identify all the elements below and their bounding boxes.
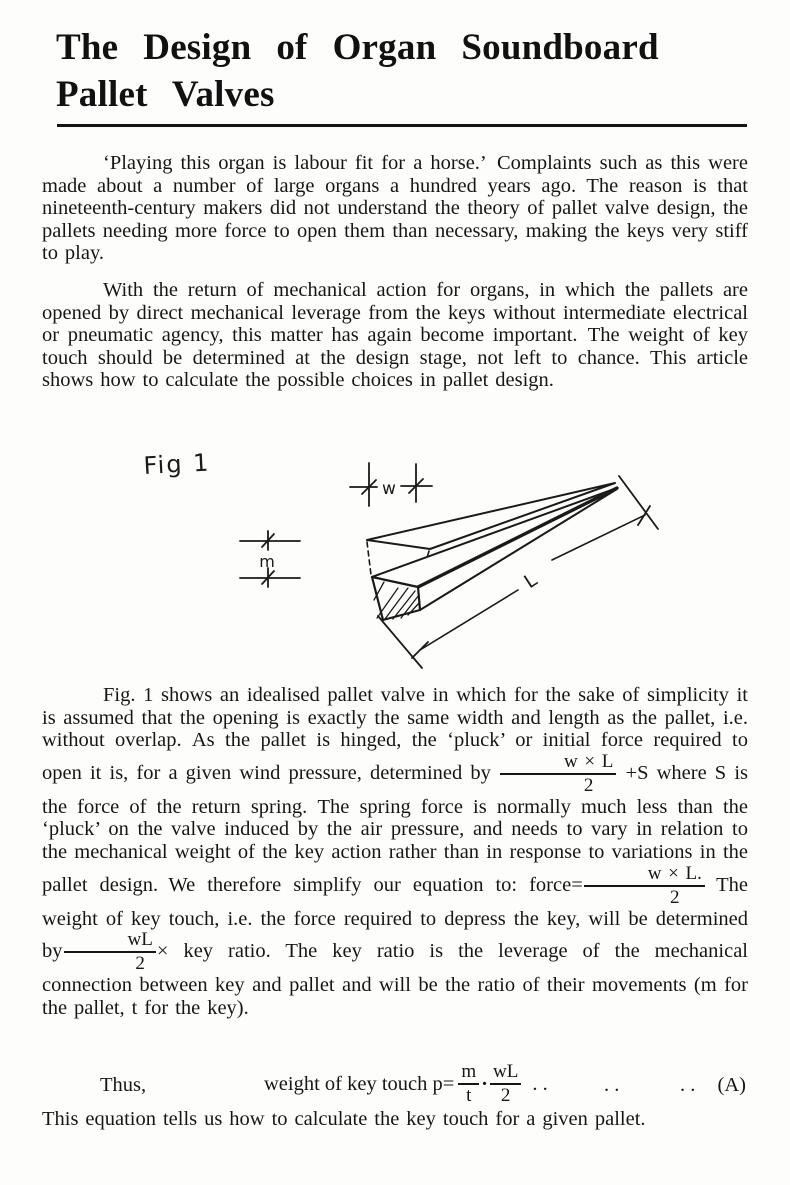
fraction-numerator: w × L (500, 752, 616, 775)
p3-text-2: +S where S is the force of the return spring. The spring force is normally much less than the ‘pluck’ on the valve induced by the air pressure, and needs to vary in relation to the mechanical weight of the key action rather than in response to variations in the pallet design. We therefore simplify our equation to: force= (42, 761, 749, 896)
fraction-m-over-t (457, 1062, 480, 1106)
equation-A-label: (A) (717, 1074, 746, 1096)
fraction-denominator: 2 (670, 886, 680, 908)
equation-leader-dots-3: . . (680, 1074, 696, 1096)
fraction-denominator: t (466, 1085, 472, 1107)
fraction-numerator: m (458, 1062, 479, 1085)
fraction-wL-over-2 (63, 930, 157, 974)
fraction-force-equation (583, 864, 706, 908)
equation-leader-dots-1: . . (532, 1072, 548, 1095)
fraction-numerator: w × L. (584, 864, 705, 887)
paragraph-intro: ‘Playing this organ is labour fit for a horse.’ Complaints such as this were made about a number of large organs a hundred years ago. The reason is that nineteenth-century makers did not understand the theory of pallet valve design, the pallets needing more force to open them than necessary, making the keys very stiff to play. (42, 152, 748, 265)
fraction-denominator: 2 (135, 953, 145, 975)
fraction-denominator: 2 (583, 774, 594, 796)
figure-1 (100, 430, 700, 680)
multiplication-dot: · (481, 1072, 488, 1095)
title-line-1: The Design of Organ Soundboard (56, 27, 659, 68)
p3-text-4: × key ratio. The key ratio is the leverage of the mechanical connection between key and pallet and will be the ratio of their movements (m for the pallet, t for the key). (42, 940, 748, 1019)
fraction-wL-over-2-eqA (489, 1062, 522, 1106)
projection-dashed-left (367, 542, 371, 575)
title-divider (57, 124, 747, 127)
paragraph-mechanical-action: With the return of mechanical action for organs, in which the pallets are opened by direct mechanical leverage from the keys without intermediate electrical or pneumatic agency, this matter has again become important. The weight of key touch should be determined at the design stage, not left to chance. This article shows how to calculate the possible choices in pallet design. (42, 279, 748, 392)
equation-A-row (42, 1060, 748, 1110)
p3-text-3: The weight of key touch, i.e. the force required to depress the key, will be determined by (42, 873, 748, 963)
fraction-numerator: wL (64, 930, 156, 953)
dim-L-label: L (520, 568, 542, 594)
figure-label: Fig 1 (142, 448, 212, 480)
equation-A-main (264, 1062, 548, 1106)
equation-leader-dots-2: . . (604, 1074, 620, 1096)
equation-lead-text: weight of key touch p= (264, 1072, 455, 1095)
closing-paragraph: This equation tells us how to calculate the key touch for a given pallet. (42, 1108, 646, 1130)
fraction-numerator: wL (490, 1062, 521, 1085)
title-line-2: Pallet Valves (56, 74, 275, 115)
paragraph-analysis (42, 684, 748, 1019)
dim-m-label: m (259, 552, 275, 571)
fraction-denominator: 2 (500, 1085, 511, 1107)
p3-text-1: Fig. 1 shows an idealised pallet valve in which for the sake of simplicity it is assumed that the opening is exactly the same width and length as the pallet, i.e. without overlap. As the pallet is hinged, the ‘pluck’ or initial force required to open it is, for a given wind pressure, determined by (42, 684, 748, 784)
pallet-valve-drawing (100, 430, 700, 680)
equation-thus: Thus, (100, 1074, 147, 1096)
fraction-wL-over-2-plus-S (499, 752, 617, 796)
article-title (56, 24, 659, 118)
dim-w-label: w (382, 479, 396, 499)
